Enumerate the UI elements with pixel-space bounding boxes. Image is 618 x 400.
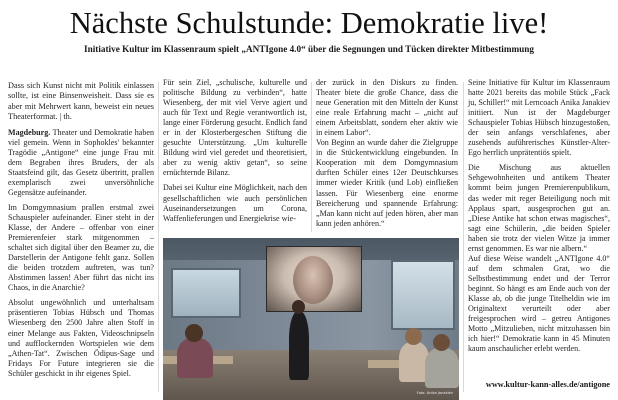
photo-window bbox=[171, 268, 241, 318]
lead-paragraph: Dass sich Kunst nicht mit Politik einlassen sollte, ist eine Binsenweisheit. Dass sie es aber mit Mehrwert kann, beweist ein neues Theaterformat. | th. bbox=[8, 81, 154, 122]
headline: Nächste Schulstunde: Demokratie live! bbox=[69, 6, 549, 40]
subheadline: Initiative Kultur im Klassenraum spielt „ANTIgone 4.0“ über die Segnungen und Tücken direkter Mitbestimmung bbox=[84, 44, 534, 54]
paragraph: Seine Initiative für Kultur im Klassenraum hatte 2021 bereits das mobile Stück „Fack ju, Schiller!“ mit Lerncoach Anika Janakiev initiiert. Nun ist der Magdeburger Schauspieler Tobias Hübsch hinzugestoßen, der sein anfangs verschlafenes, aber zusehends auführerisches Künstler-Alter-Ego herrlich unprätentiös spielt. bbox=[468, 78, 610, 158]
actor-figure bbox=[289, 312, 309, 380]
classroom-photo bbox=[163, 238, 459, 400]
paragraph: Auf diese Weise wandelt „ANTIgone 4.0“ auf dem schmalen Grat, wo die Selbstbestimmung endet und der Terror beginnt. So hängt es am Ende auch von der Klasse ab, ob die junge Titelheldin wie im Originaltext verurteilt oder aber freigesprochen wird – getreu Antigones Motto „Mitzulieben, nicht mitzuhassen bin ich hier!“ Demokratie kann in 45 Minuten kaum anschaulicher erlebt werden. bbox=[468, 253, 610, 354]
projected-face bbox=[293, 256, 333, 304]
column-divider bbox=[311, 82, 312, 232]
student-head bbox=[433, 334, 450, 351]
paragraph-text: Theater und Demokratie haben viel gemein. Wenn in Sophokles' bekannter Tragödie „Antigone“ eine junge Frau mit dem Begraben ihres Bruders, der als Staatsfeind gilt, das Gesetz übertritt, prallen exemplarisch zwei unversöhnliche Gegensätze aufeinander. bbox=[8, 127, 154, 197]
photo-credit: Foto: Anika Janakiev bbox=[416, 391, 453, 395]
paragraph: Von Beginn an wurde daher die Zielgruppe in die Stückentwicklung eingebunden. In Kooperation mit dem Domgymnasium durften Schüler eines 12er Deutschkurses immer wieder Kritik (und Lob) einfließen lassen. Für Wiesenberg eine enorme Bereicherung und spannende Erfahrung: „Man kann nicht auf jeden hören, aber man kann jeden anhören.“ bbox=[316, 138, 458, 228]
article-column-2 bbox=[163, 78, 307, 224]
student-figure bbox=[177, 338, 213, 378]
article-column-4 bbox=[468, 78, 610, 354]
paragraph: der zurück in den Diskurs zu finden. Theater biete die große Chance, dass die neue Generation mit den Mitteln der Kunst eine reale Erfahrung macht – „nicht auf einem Arbeitsblatt, sondern eher aktiv wie in einem Labor“. bbox=[316, 78, 458, 138]
website-link[interactable]: www.kultur-kann-alles.de/antigone bbox=[485, 380, 610, 389]
student-figure bbox=[425, 348, 459, 388]
actor-head bbox=[292, 300, 305, 314]
photo-window bbox=[391, 260, 455, 330]
paragraph: Absolut ungewöhnlich und unterhaltsam präsentieren Tobias Hübsch und Thomas Wiesenberg den 2500 Jahre alten Stoff in einer Melange aus Fakten, Videoschnipseln und aufflockernden Wortspielen wie dem „Athen-Tat“. Zwischen Ödipus-Sage und Fridays For Future integrieren sie die Schüler geschickt in ihr eigenes Spiel. bbox=[8, 298, 154, 378]
article-column-3 bbox=[316, 78, 458, 229]
student-head bbox=[405, 328, 422, 345]
article-column-1 bbox=[8, 81, 154, 379]
paragraph: Für sein Ziel, „schulische, kulturelle und politische Bildung zu verbinden“, hatte Wiesenberg, der mit viel Verve agiert und auch für Text und Regie verantwortlich ist, lange einer Förderung gesucht. Endlich fand er in der Klosterbergeschen Stiftung die gesuchte Unterstützung. „Um kulturelle Bildung wird viel geredet und theoretisiert, aber zu wenig aktiv getan“, so seine ernüchternde Bilanz. bbox=[163, 78, 307, 178]
student-head bbox=[185, 324, 203, 342]
column-divider bbox=[158, 82, 159, 392]
dateline: Magdeburg. bbox=[8, 127, 51, 137]
paragraph: Die Mischung aus aktuellen Sehgewohnheiten und antikem Theater kommt beim jungen Premierenpublikum, das weder mit reger Beteiligung noch mit Applaus spart, ausgesprochen gut an. „Diese Antike hat schon etwas magisches“, sagt eine Schülerin, „die beiden Spieler haben sie trotz der vielen Witze ja immer ernst genommen. Es war nie albern.“ bbox=[468, 163, 610, 253]
paragraph: Im Domgymnasium prallen erstmal zwei Schauspieler aufeinander. Einer steht in der Klasse, der Andere – offenbar von einer Premierenfeier stark mitgenommen – schaltet sich digital über den Beamer zu, die Darstellerin der Antigone fehlt ganz. Sollen die beiden trotzdem auftreten, was tun? Abstimmen lassen! Aber führt das nicht ins Chaos, in die Anarchie? bbox=[8, 202, 154, 293]
column-divider bbox=[463, 82, 464, 392]
paragraph bbox=[8, 128, 154, 198]
paragraph: Dabei sei Kultur eine Möglichkeit, nach den gesellschaftlichen wie auch persönlichen Auseinandersetzungen um Corona, Waffenlieferungen und Energiekrise wie- bbox=[163, 183, 307, 223]
